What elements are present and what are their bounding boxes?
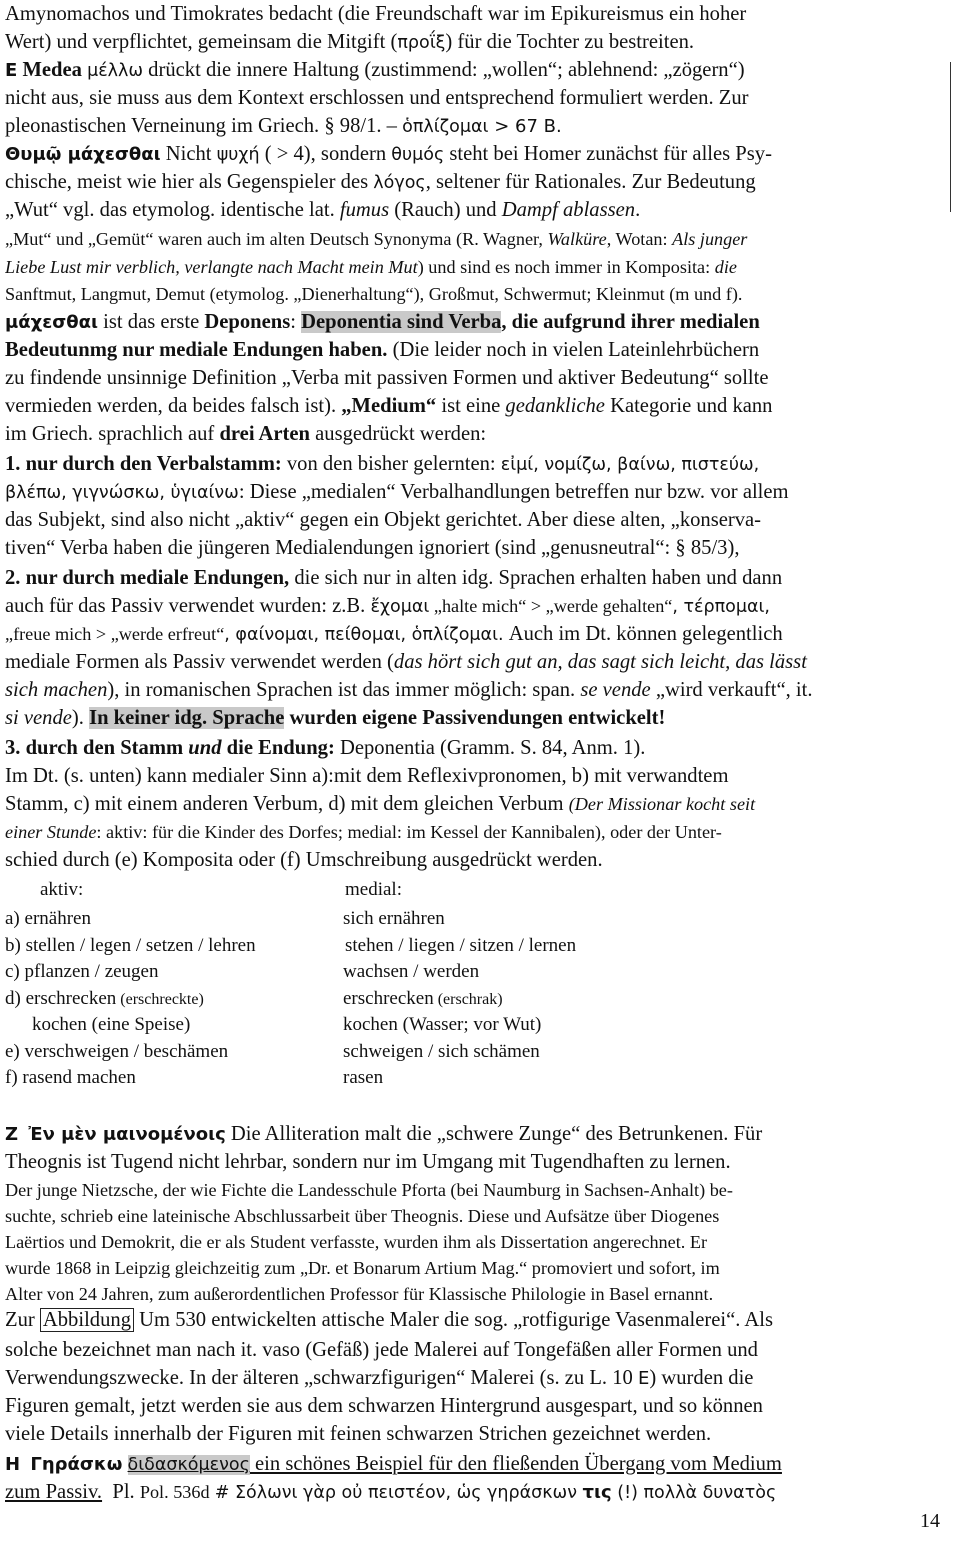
example-italic: einer Stunde bbox=[5, 822, 97, 842]
text: „Wut“ vgl. das etymolog. identische lat. bbox=[5, 199, 335, 221]
table-cell-medial: sich ernähren bbox=[343, 908, 445, 929]
latin-word: fumus bbox=[339, 199, 390, 221]
text: pleonastischen Verneinung im Griech. bbox=[5, 115, 320, 137]
text: drückt die innere Haltung (zustimmend: „wollen“; ablehnend: „zögern“) bbox=[143, 59, 745, 81]
text-line: Theognis ist Tugend nicht lehrbar, sondern nur im Umgang mit Tugendhaften zu lernen. bbox=[5, 1151, 731, 1173]
highlight-bold: In keiner idg. Sprache bbox=[89, 707, 285, 729]
text-line bbox=[5, 1306, 945, 1334]
text: von den bisher gelernten: bbox=[281, 453, 501, 475]
table-head-medial: medial: bbox=[345, 879, 402, 900]
greek-quote: (!) πολλὰ δυνατὸς bbox=[611, 1483, 777, 1503]
margin-bar bbox=[950, 62, 951, 212]
table-cell-medial: stehen / liegen / sitzen / lernen bbox=[345, 935, 577, 956]
table-cell-aktiv: a) ernähren bbox=[5, 908, 91, 929]
text: Um 530 entwickelten attische Maler die sog. „rotfigurige Vasenmalerei“. Als bbox=[134, 1309, 773, 1331]
quote-italic: Als junger bbox=[672, 229, 748, 249]
page-number: 14 bbox=[920, 1510, 940, 1532]
greek-quote: # Σόλωνι γὰρ οὐ πειστέον, ὡς γηράσκων bbox=[214, 1483, 583, 1503]
text: Die Alliteration malt die „schwere Zunge“ des Betrunkenen. Für bbox=[225, 1123, 763, 1145]
section-ref: E bbox=[637, 1368, 650, 1389]
text: ). bbox=[71, 707, 90, 729]
text: Zur bbox=[5, 1309, 40, 1331]
text-line bbox=[5, 336, 945, 364]
text-line bbox=[5, 1450, 945, 1479]
text-line bbox=[5, 818, 945, 846]
text-line bbox=[5, 564, 945, 592]
text-line bbox=[5, 112, 945, 141]
text-line bbox=[5, 790, 945, 818]
text: Verwendungszwecke. In der älteren „schwarzfigurigen“ Malerei (s. zu L. 10 bbox=[5, 1367, 633, 1389]
text-italic: Walküre bbox=[547, 229, 607, 249]
term-bold: drei Arten bbox=[219, 423, 311, 445]
text: ist das erste bbox=[98, 311, 205, 333]
text-line bbox=[5, 620, 945, 649]
text-line: Im Dt. (s. unten) kann medialer Sinn a):mit dem Reflexivpronomen, b) mit verwandtem bbox=[5, 765, 729, 787]
greek-word: προΐξ bbox=[397, 33, 446, 53]
greek-word: θυμός bbox=[391, 145, 445, 165]
text-underlined: zum Passiv. bbox=[5, 1481, 103, 1503]
text-line bbox=[5, 225, 945, 253]
definition-bold: Bedeutunmg nur mediale Endungen haben. bbox=[5, 339, 388, 361]
section-letter: Ζ bbox=[5, 1124, 19, 1145]
greek-word: μέλλω bbox=[87, 61, 144, 81]
text-line bbox=[5, 648, 945, 676]
greek-words: εἰμί, νομίζω, βαίνω, πιστεύω, bbox=[500, 455, 760, 475]
text-line: Der junge Nietzsche, der wie Fichte die Landesschule Pforta (bei Naumburg in Sachsen-Anhalt) be- bbox=[5, 1180, 733, 1200]
text: vermieden werden, da beides falsch ist). bbox=[5, 395, 337, 417]
lemma: Medea bbox=[17, 59, 88, 81]
table-text: erschrecken bbox=[343, 988, 434, 1009]
table-cell-medial: rasen bbox=[343, 1067, 384, 1088]
text-line: Sanftmut, Langmut, Demut (etymolog. „Dienerhaltung“), Großmut, Schwermut; Kleinmut (m und f). bbox=[5, 284, 743, 304]
text: ) wurden die bbox=[649, 1367, 754, 1389]
text: > 67 Β. bbox=[488, 116, 562, 137]
lemma-greek: μάχεσθαι bbox=[5, 312, 99, 333]
text-line: viele Details innerhalb der Figuren mit feinen schwarzen Strichen gezeichnet werden. bbox=[5, 1423, 712, 1445]
text-italic: se vende bbox=[580, 679, 651, 701]
text-line bbox=[5, 168, 945, 197]
numbered-heading: 1. nur durch den Verbalstamm: bbox=[5, 453, 282, 475]
lemma-greek: Γηράσκω bbox=[30, 1454, 123, 1475]
greek-word-highlight: διδασκόμενος bbox=[127, 1455, 250, 1475]
text-line bbox=[5, 1364, 945, 1393]
text: ist eine bbox=[436, 395, 506, 417]
text: mediale Formen als Passiv verwendet werden ( bbox=[5, 651, 394, 673]
text: Kategorie und kann bbox=[604, 395, 773, 417]
numbered-heading: die Endung: bbox=[221, 737, 335, 759]
section-letter: Η bbox=[5, 1454, 21, 1475]
text-italic: die bbox=[714, 257, 737, 277]
text: ausgedrückt werden: bbox=[310, 423, 487, 445]
text: Stamm, c) mit einem anderen Verbum, d) mit dem gleichen Verbum bbox=[5, 793, 564, 815]
text-line bbox=[5, 308, 945, 337]
lemma-greek: Ἐν μὲν μαινομένοις bbox=[28, 1124, 226, 1145]
text: (Die leider noch in vielen Lateinlehrbüchern bbox=[387, 339, 760, 361]
text: § 98/1. – bbox=[319, 115, 403, 137]
text-line bbox=[5, 592, 945, 621]
text: ), in romanischen Sprachen ist das immer möglich: span. bbox=[107, 679, 581, 701]
text-line: zu findende unsinnige Definition „Verba mit passiven Formen und aktiver Bedeutung“ sollte bbox=[5, 367, 769, 389]
text-italic: das hört sich gut an, das sagt sich leicht, das lässt bbox=[393, 651, 807, 673]
greek-word: λόγος bbox=[373, 173, 426, 193]
greek-word: ἔχομαι bbox=[370, 597, 430, 617]
text-line bbox=[5, 253, 945, 281]
text-line bbox=[5, 1120, 945, 1149]
text-line bbox=[5, 734, 945, 762]
text: auch für das Passiv verwendet wurden: z.B. bbox=[5, 595, 366, 617]
text: Pol. 536d bbox=[139, 1482, 210, 1502]
text-line: nicht aus, sie muss aus dem Kontext erschlossen und entsprechend formuliert werden. Zur bbox=[5, 87, 749, 109]
table-cell-aktiv: b) stellen / legen / setzen / lehren bbox=[5, 935, 256, 956]
text: . bbox=[635, 199, 641, 221]
numbered-heading: 3. durch den Stamm bbox=[5, 737, 189, 759]
table-text: d) erschrecken bbox=[5, 988, 117, 1009]
term-bold: Deponens bbox=[204, 311, 291, 333]
numbered-heading: 2. nur durch mediale Endungen, bbox=[5, 567, 290, 589]
text: Auch im Dt. können gelegentlich bbox=[503, 623, 783, 645]
text: (Rauch) und bbox=[389, 199, 502, 221]
greek-word-bold: τις bbox=[582, 1482, 612, 1503]
text-underlined: ein schönes Beispiel für den fließenden Übergang vom Medium bbox=[249, 1453, 782, 1475]
text: ) und sind es noch immer in Komposita: bbox=[417, 257, 715, 277]
text-line: schied durch (e) Komposita oder (f) Umschreibung ausgedrückt werden. bbox=[5, 849, 603, 871]
table-head-aktiv: aktiv: bbox=[40, 879, 84, 900]
text-line bbox=[5, 676, 945, 704]
text-line: suchte, schrieb eine lateinische Abschlussarbeit über Theognis. Diese und Aufsätze über Diogenes bbox=[5, 1206, 720, 1226]
table-cell-aktiv bbox=[5, 986, 204, 1013]
text-line bbox=[5, 392, 945, 420]
text: im Griech. sprachlich auf bbox=[5, 423, 215, 445]
text: „freue mich > „werde erfreut“ bbox=[5, 624, 225, 644]
text-line bbox=[5, 704, 945, 732]
table-cell-aktiv: e) verschweigen / beschämen bbox=[5, 1041, 229, 1062]
text-line: Amynomachos und Timokrates bedacht (die Freundschaft war im Epikureismus ein hoher bbox=[5, 3, 747, 25]
text-line: wurde 1868 in Leipzig gleichzeitig zum „Dr. et Bonarum Artium Mag.“ promoviert und sofort, im bbox=[5, 1258, 720, 1278]
table-cell-medial: schweigen / sich schämen bbox=[343, 1041, 540, 1062]
text-line bbox=[5, 1478, 945, 1507]
text: die sich nur in alten idg. Sprachen erhalten haben und dann bbox=[289, 567, 783, 589]
table-cell-aktiv: c) pflanzen / zeugen bbox=[5, 961, 159, 982]
figure-reference: Abbildung bbox=[40, 1308, 134, 1332]
greek-word: ὁπλίζομαι bbox=[402, 117, 489, 137]
text-line: tiven“ Verba haben die jüngeren Medialendungen ignoriert (sind „genusneutral“: § 85/3), bbox=[5, 537, 740, 559]
section-letter: Ε bbox=[5, 60, 18, 81]
table-cell-aktiv: kochen (eine Speise) bbox=[32, 1014, 191, 1035]
text-line bbox=[5, 420, 945, 448]
example-italic: (Der Missionar kocht seit bbox=[568, 794, 756, 814]
table-cell-medial: wachsen / werden bbox=[343, 961, 480, 982]
text-line bbox=[5, 28, 945, 57]
greek-word: , τέρπομαι, bbox=[672, 597, 770, 617]
text: ) für die Tochter zu bestreiten. bbox=[445, 31, 695, 53]
text-line: Alter von 24 Jahren, zum außerordentlichen Professor für Klassische Philologie in Basel ernannt. bbox=[5, 1284, 714, 1304]
greek-word: ψυχή bbox=[216, 145, 260, 165]
table-cell-aktiv: f) rasend machen bbox=[5, 1067, 136, 1088]
text-line: solche bezeichnet man nach it. vaso (Gefäß) jede Malerei auf Tongefäßen aller Formen und bbox=[5, 1339, 758, 1361]
table-note: (erschreckte) bbox=[116, 991, 204, 1008]
text: Wert) und verpflichtet, gemeinsam die Mitgift ( bbox=[5, 31, 398, 53]
text: , Wotan: bbox=[606, 229, 673, 249]
text: : aktiv: für die Kinder des Dorfes; medial: im Kessel der Kannibalen), oder der Unter- bbox=[96, 822, 722, 842]
text-line: das Subjekt, sind also nicht „aktiv“ gegen ein Objekt gerichtet. Aber diese alten, „konserva- bbox=[5, 509, 762, 531]
text-italic: Dampf ablassen bbox=[501, 199, 636, 221]
text: steht bei Homer zunächst für alles Psy- bbox=[444, 143, 772, 165]
text: : bbox=[290, 311, 302, 333]
text-line bbox=[5, 450, 945, 479]
text-line bbox=[5, 140, 945, 169]
text-line bbox=[5, 56, 945, 85]
definition-bold: , die aufgrund ihrer medialen bbox=[501, 311, 760, 333]
greek-words: βλέπω, γιγνώσκω, ὑγιαίνω bbox=[5, 483, 239, 503]
quote-italic: Liebe Lust mir verblich, verlangte nach Macht mein Mut bbox=[5, 257, 418, 277]
example-text: Der Missionar kocht seit bbox=[574, 794, 756, 814]
text: Deponentia (Gramm. S. 84, Anm. 1). bbox=[334, 737, 646, 759]
lemma-greek: Θυμῷ μάχεσθαι bbox=[5, 144, 161, 165]
table-note: (erschrak) bbox=[433, 991, 503, 1008]
text: , seltener für Rationales. Zur Bedeutung bbox=[425, 171, 756, 193]
text: Nicht bbox=[160, 143, 217, 165]
text: ( > 4), sondern bbox=[259, 143, 392, 165]
text: „wird verkauft“, it. bbox=[650, 679, 813, 701]
text-line: Figuren gemalt, jetzt werden sie aus dem schwarzen Hintergrund ausgespart, und so können bbox=[5, 1395, 763, 1417]
table-cell-medial bbox=[343, 986, 503, 1013]
text-italic: gedankliche bbox=[505, 395, 605, 417]
text: : Diese „medialen“ Verbalhandlungen betreffen nur bzw. vor allem bbox=[238, 481, 789, 503]
text-italic: sich machen bbox=[5, 679, 108, 701]
numbered-heading-italic: und bbox=[188, 737, 222, 759]
text-line bbox=[5, 196, 945, 224]
definition-highlight: Deponentia sind Verba bbox=[301, 311, 502, 333]
text: „Mut“ und „Gemüt“ waren auch im alten Deutsch Synonyma (R. Wagner, bbox=[5, 229, 543, 249]
text-italic: si vende bbox=[5, 707, 72, 729]
term-bold: „Medium“ bbox=[341, 395, 437, 417]
text-bold: wurden eigene Passivendungen entwickelt! bbox=[284, 707, 666, 729]
text: chische, meist wie hier als Gegenspieler des bbox=[5, 171, 369, 193]
table-cell-medial: kochen (Wasser; vor Wut) bbox=[343, 1014, 542, 1035]
text: „halte mich“ > „werde gehalten“ bbox=[429, 596, 673, 616]
text-line bbox=[5, 478, 945, 507]
text: Pl. bbox=[112, 1481, 135, 1503]
text-line: Laërtios und Demokrit, die er als Student verfasste, wurden ihm als Dissertation angerechnet. Er bbox=[5, 1232, 708, 1252]
greek-words: , φαίνομαι, πείθομαι, ὁπλίζομαι. bbox=[224, 625, 504, 645]
